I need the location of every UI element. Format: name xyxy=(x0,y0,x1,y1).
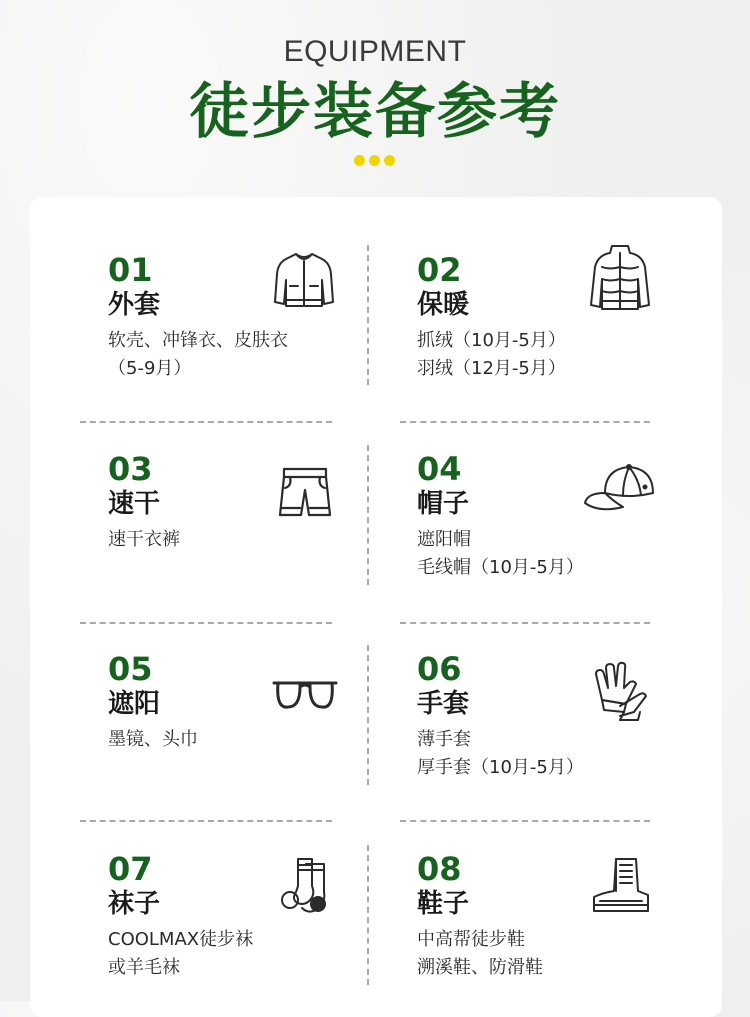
item-desc-line: COOLMAX徒步袜 xyxy=(108,929,254,950)
item-desc-line: 溯溪鞋、防滑鞋 xyxy=(417,957,543,978)
item-number: 03 xyxy=(108,450,153,488)
gloves-icon xyxy=(590,660,650,724)
item-number: 02 xyxy=(417,251,462,289)
dot xyxy=(369,155,380,166)
item-desc-line: 毛线帽（10月-5月） xyxy=(417,557,584,578)
item-description xyxy=(108,726,368,754)
title-dots xyxy=(354,155,395,166)
shorts-icon xyxy=(278,466,332,518)
item-description xyxy=(108,926,368,982)
divider-horizontal xyxy=(400,622,650,624)
item-desc-line: 墨镜、头巾 xyxy=(108,729,198,750)
item-desc-line: 羽绒（12月-5月） xyxy=(417,358,566,379)
item-name: 帽子 xyxy=(417,489,470,519)
divider-horizontal xyxy=(80,421,332,423)
divider-horizontal xyxy=(400,820,650,822)
page-subtitle: EQUIPMENT xyxy=(283,35,467,68)
item-desc-line: 遮阳帽 xyxy=(417,529,471,550)
item-name: 袜子 xyxy=(108,889,161,919)
item-desc-line: 厚手套（10月-5月） xyxy=(417,757,584,778)
item-name: 手套 xyxy=(417,689,470,719)
item-desc-line: 软壳、冲锋衣、皮肤衣 xyxy=(108,330,288,351)
item-desc-line: 中高帮徒步鞋 xyxy=(417,929,525,950)
item-description xyxy=(417,926,677,982)
item-description xyxy=(417,327,677,383)
item-number: 04 xyxy=(417,450,462,488)
dot xyxy=(354,155,365,166)
item-description xyxy=(417,526,677,582)
boot-icon xyxy=(592,857,650,913)
item-name: 鞋子 xyxy=(417,889,470,919)
item-desc-line: 薄手套 xyxy=(417,729,471,750)
sunglasses-icon xyxy=(272,675,338,713)
item-number: 08 xyxy=(417,850,462,888)
item-number: 07 xyxy=(108,850,153,888)
item-number: 01 xyxy=(108,251,153,289)
item-number: 05 xyxy=(108,650,153,688)
dot xyxy=(384,155,395,166)
cap-icon xyxy=(583,463,657,517)
divider-horizontal xyxy=(400,421,650,423)
item-name: 外套 xyxy=(108,290,161,320)
item-desc-line: 或羊毛袜 xyxy=(108,957,180,978)
jacket-icon xyxy=(272,250,336,310)
item-description xyxy=(108,526,368,554)
item-description xyxy=(417,726,677,782)
item-desc-line: （5-9月） xyxy=(108,358,192,379)
item-name: 保暖 xyxy=(417,290,470,320)
item-desc-line: 速干衣裤 xyxy=(108,529,180,550)
divider-horizontal xyxy=(80,820,332,822)
socks-icon xyxy=(280,856,330,914)
divider-horizontal xyxy=(80,622,332,624)
item-name: 遮阳 xyxy=(108,689,161,719)
item-name: 速干 xyxy=(108,489,161,519)
page-title: 徒步装备参考 xyxy=(189,77,561,147)
item-desc-line: 抓绒（10月-5月） xyxy=(417,330,566,351)
down-jacket-icon xyxy=(588,243,652,315)
item-description xyxy=(108,327,368,383)
item-number: 06 xyxy=(417,650,462,688)
